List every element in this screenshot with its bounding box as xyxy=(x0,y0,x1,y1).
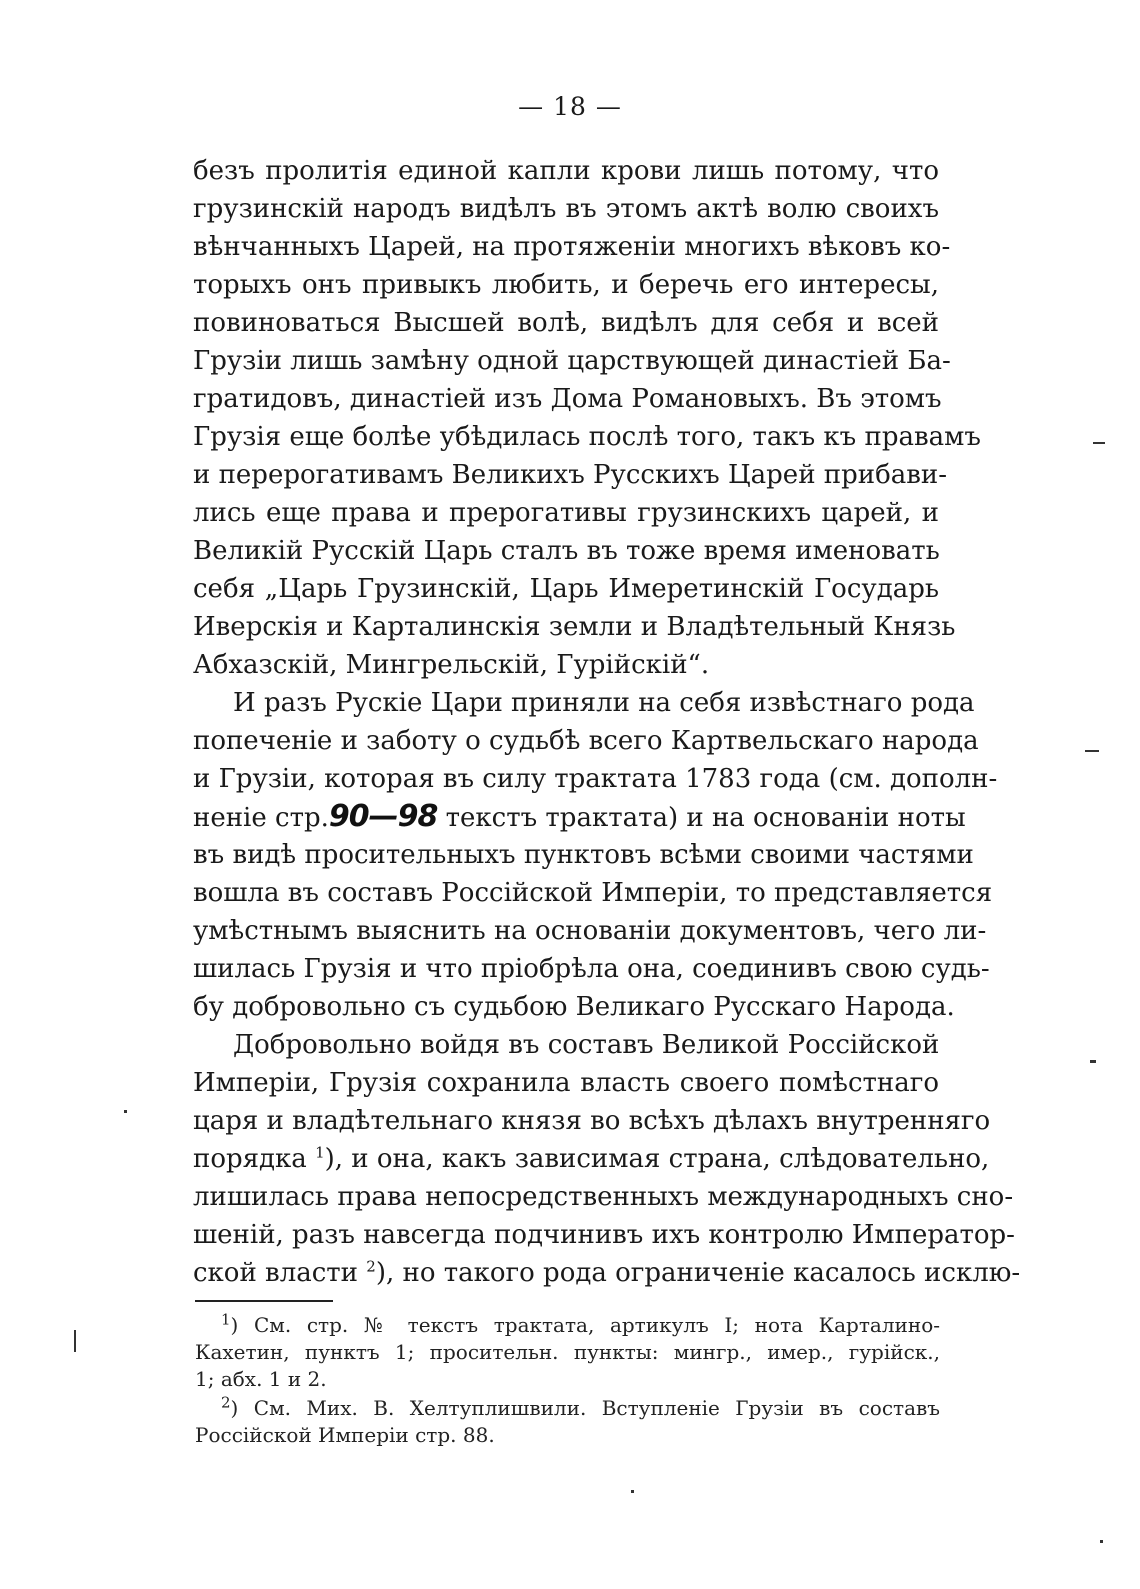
text-line: безъ пролитія единой капли крови лишь потому, что xyxy=(193,156,939,186)
text-line: вѣнчанныхъ Царей, на протяженіи многихъ вѣковъ ко- xyxy=(193,232,951,262)
scan-speck xyxy=(631,1490,634,1493)
handwritten-page-range: 90—98 xyxy=(328,799,438,834)
footnote-mark: 1 xyxy=(221,1310,231,1329)
footnote-reference: 1 xyxy=(315,1143,325,1162)
text-line: шилась Грузія и что пріобрѣла она, соединивъ свою судь- xyxy=(193,954,990,984)
footnote-text: ) См. Мих. В. Хелтуплишвили. Вступленіе Грузіи въ составъ xyxy=(230,1396,940,1420)
footnote-line: 1; абх. 1 и 2. xyxy=(195,1367,327,1391)
text-line: Великій Русскій Царь сталъ въ тоже время именовать xyxy=(193,536,940,566)
text-line: и Грузіи, которая въ силу трактата 1783 года (см. дополн- xyxy=(193,764,998,794)
text-line: Иверскія и Карталинскія земли и Владѣтельный Князь xyxy=(193,612,956,642)
text-line: Абхазскій, Мингрельскій, Гурійскій“. xyxy=(193,650,710,680)
scan-speck xyxy=(124,1110,127,1113)
footnote-line: Россійской Имперіи стр. 88. xyxy=(195,1423,495,1447)
scan-speck xyxy=(1093,442,1105,444)
text-line: Грузіи лишь замѣну одной царствующей династіей Ба- xyxy=(193,346,951,376)
text-fragment: неніе стр. xyxy=(193,803,329,833)
footnote-text: ) См. стр. № текстъ трактата, артикулъ I; нота Карталино- xyxy=(230,1313,940,1337)
footnote-reference: 2 xyxy=(366,1257,376,1276)
text-line: гратидовъ, династіей изъ Дома Романовыхъ. Въ этомъ xyxy=(193,384,942,414)
text-line: Грузія еще болѣе убѣдилась послѣ того, такъ къ правамъ xyxy=(193,422,981,452)
footnote-1 xyxy=(221,1312,940,1339)
text-line: Добровольно войдя въ составъ Великой Россійской xyxy=(233,1030,940,1060)
text-line-with-footnote-ref xyxy=(193,1254,1021,1292)
text-line: шеній, разъ навсегда подчинивъ ихъ контролю Император- xyxy=(193,1220,1015,1250)
page-number: — 18 — xyxy=(518,92,622,121)
text-line: царя и владѣтельнаго князя во всѣхъ дѣлахъ внутренняго xyxy=(193,1106,991,1136)
scan-speck xyxy=(1085,750,1099,752)
text-fragment: ской власти xyxy=(193,1258,367,1288)
footnote-2 xyxy=(221,1395,940,1422)
scan-speck xyxy=(74,1330,76,1352)
text-line: повиноваться Высшей волѣ, видѣлъ для себя и всей xyxy=(193,308,939,338)
scan-speck xyxy=(1090,1060,1096,1063)
text-line: себя „Царь Грузинскій, Царь Имеретинскій Государь xyxy=(193,574,939,604)
text-line: и перерогативамъ Великихъ Русскихъ Царей прибави- xyxy=(193,460,947,490)
text-line: грузинскій народъ видѣлъ въ этомъ актѣ волю своихъ xyxy=(193,194,939,224)
text-line: бу добровольно съ судьбою Великаго Русскаго Народа. xyxy=(193,992,955,1022)
text-line: попеченіе и заботу о судьбѣ всего Картвельскаго народа xyxy=(193,726,979,756)
footnote-line: Кахетин, пунктъ 1; просительн. пункты: мингр., имер., гурійск., xyxy=(195,1340,940,1364)
text-line: умѣстнымъ выяснить на основаніи документовъ, чего ли- xyxy=(193,916,987,946)
text-fragment: текстъ трактата) и на основаніи ноты xyxy=(437,803,966,833)
text-line: лишилась права непосредственныхъ международныхъ сно- xyxy=(193,1182,1014,1212)
text-line: лись еще права и прерогативы грузинскихъ царей, и xyxy=(193,498,939,528)
text-line-with-handwriting xyxy=(193,798,966,836)
text-line: торыхъ онъ привыкъ любить, и беречь его интересы, xyxy=(193,270,939,300)
text-line-with-footnote-ref xyxy=(193,1140,990,1178)
text-fragment: ), но такого рода ограниченіе касалось исклю- xyxy=(375,1258,1021,1288)
text-line: въ видѣ просительныхъ пунктовъ всѣми своими частями xyxy=(193,840,974,870)
scan-speck xyxy=(1100,1540,1103,1543)
footnote-mark: 2 xyxy=(221,1393,231,1412)
footnote-divider xyxy=(195,1300,333,1302)
text-fragment: порядка xyxy=(193,1144,316,1174)
text-line: И разъ Рускіе Цари приняли на себя извѣстнаго рода xyxy=(233,688,975,718)
text-line: Имперіи, Грузія сохранила власть своего помѣстнаго xyxy=(193,1068,939,1098)
text-fragment: ), и она, какъ зависимая страна, слѣдовательно, xyxy=(324,1144,990,1174)
text-line: вошла въ составъ Россійской Имперіи, то представляется xyxy=(193,878,993,908)
